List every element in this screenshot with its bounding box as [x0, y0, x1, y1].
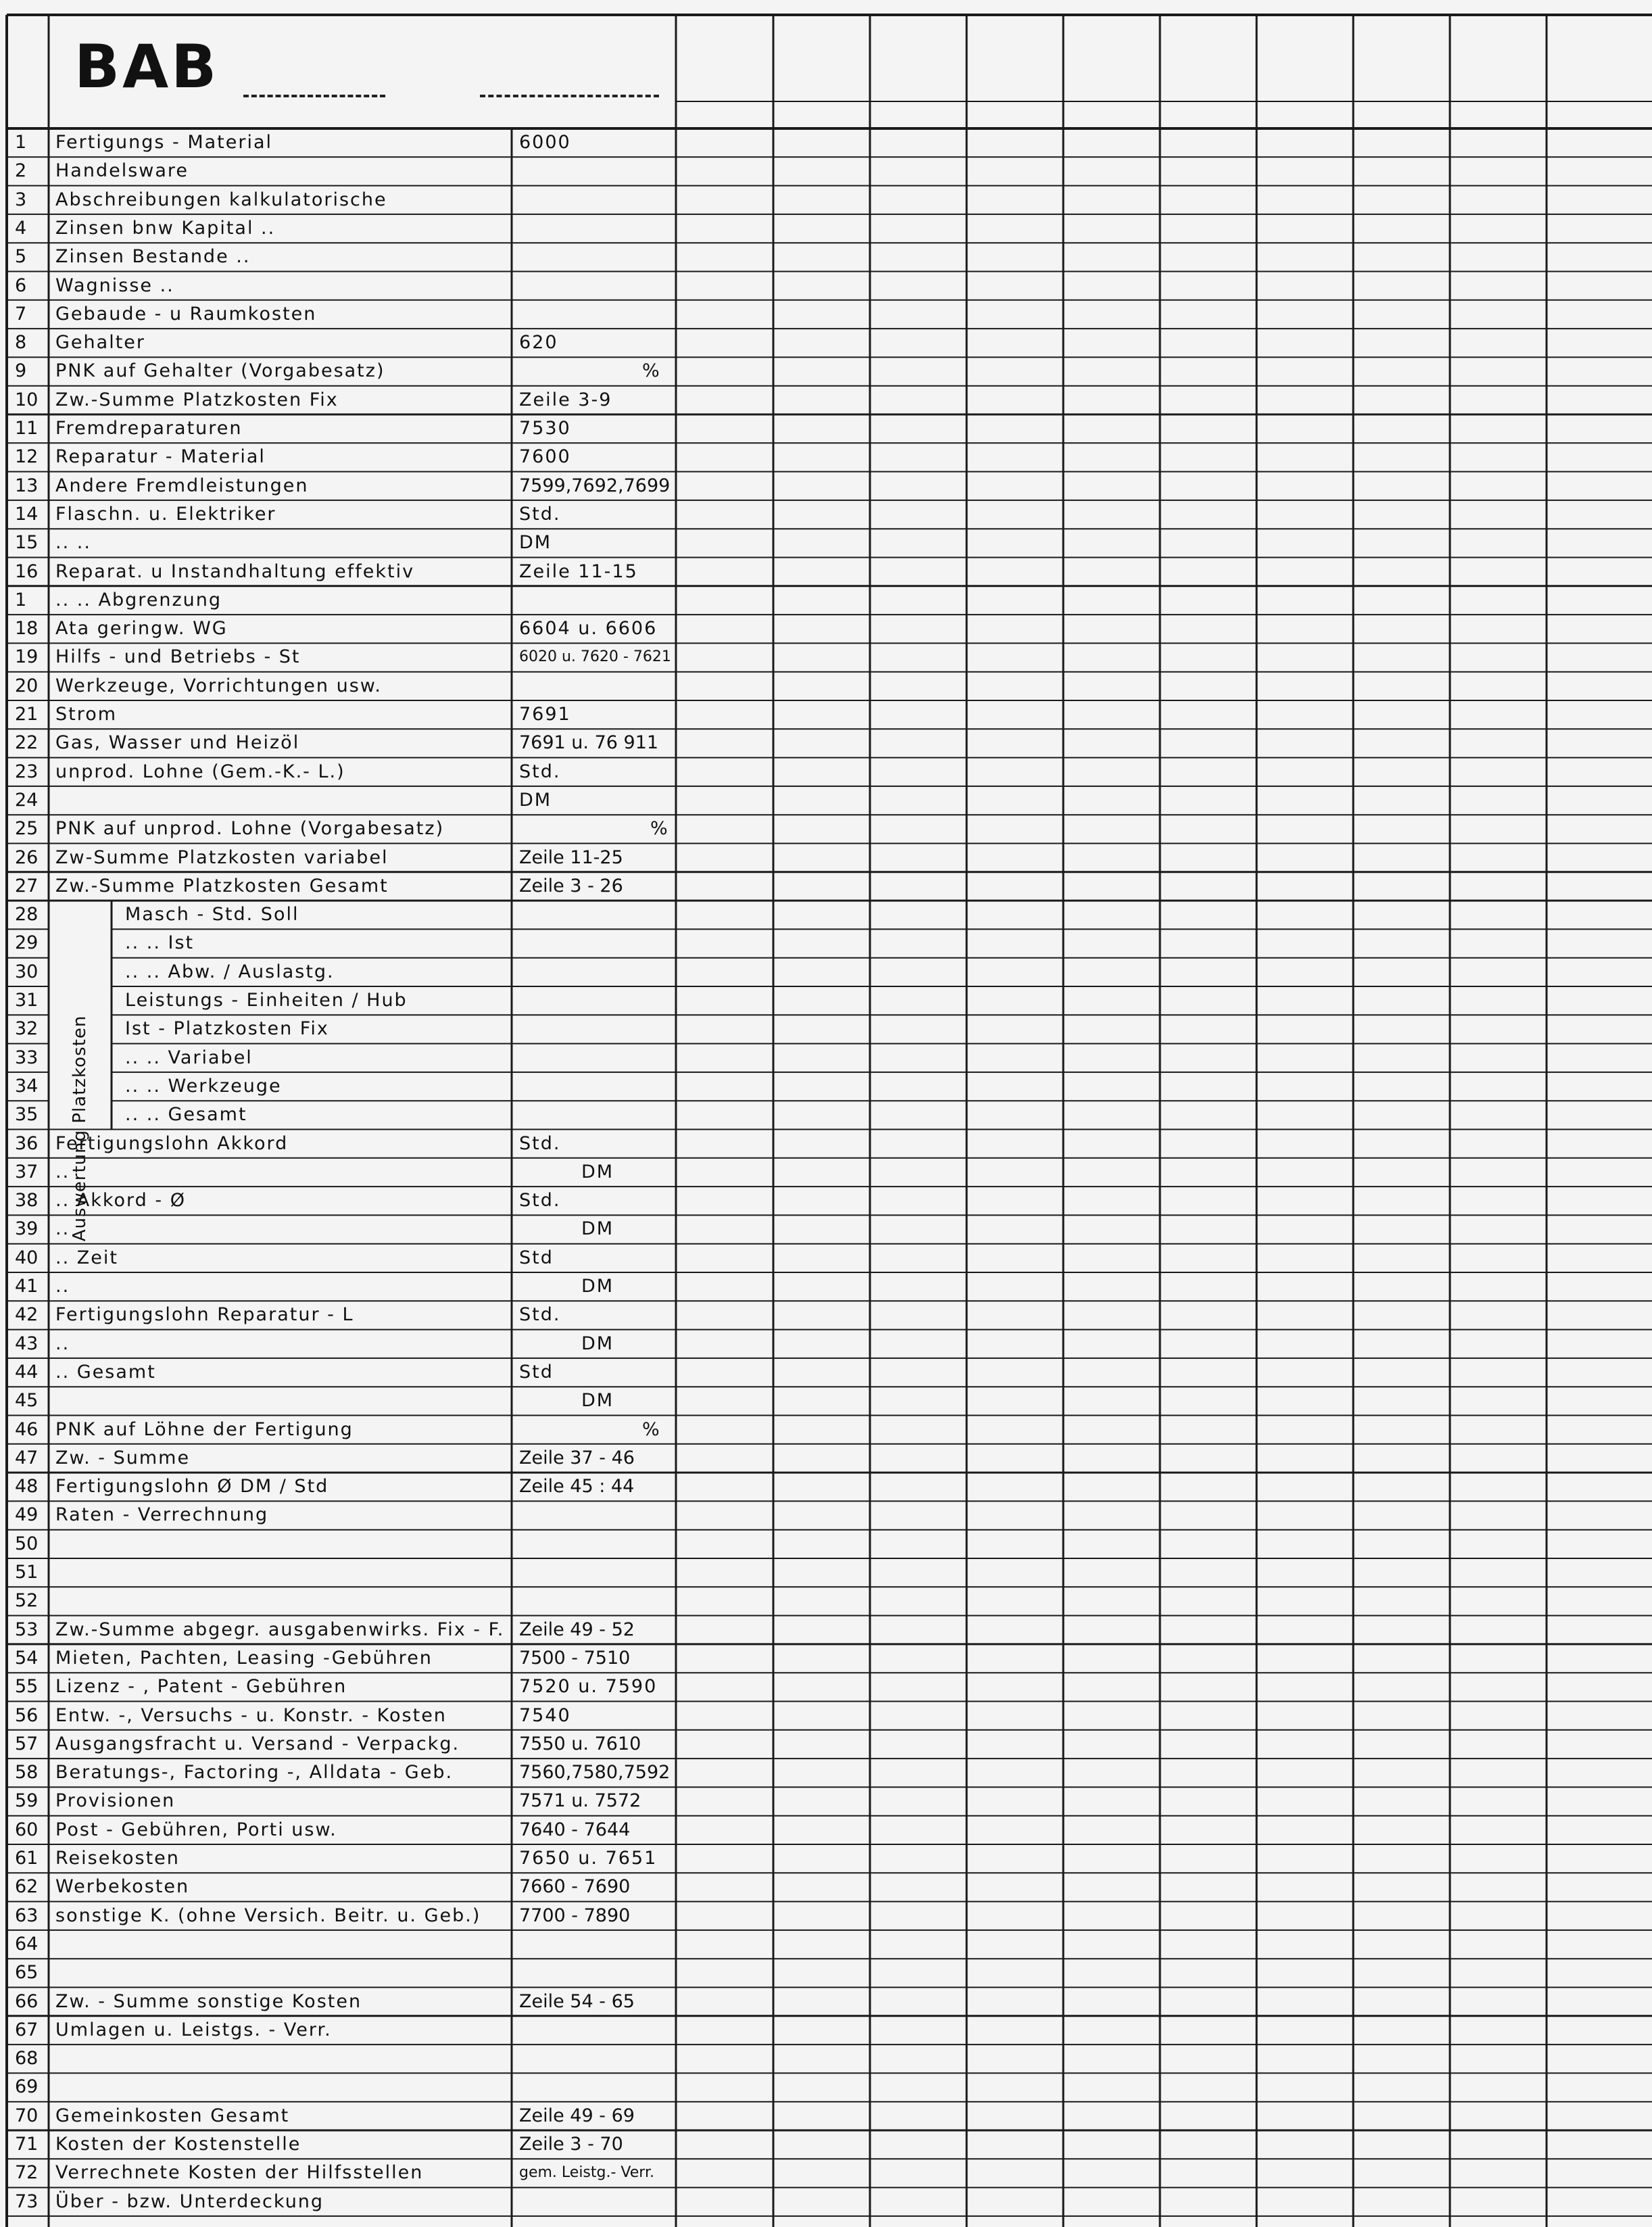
row-label: .. .. Abgrenzung: [55, 589, 222, 610]
row-label: .. .. Abw. / Auslastg.: [125, 961, 335, 982]
row-number: 2: [15, 160, 27, 182]
row-label: Zw.-Summe Platzkosten Gesamt: [55, 875, 389, 896]
table-row: [0, 443, 1652, 471]
row-account-reference: 7700 - 7890: [519, 1905, 631, 1926]
row-account-reference: 7520 u. 7590: [519, 1676, 658, 1698]
row-number: 18: [15, 618, 39, 640]
table-row: [0, 300, 1652, 329]
row-number: 56: [15, 1704, 39, 1726]
row-label: Werkzeuge, Vorrichtungen usw.: [55, 675, 382, 696]
row-number: 30: [15, 961, 39, 982]
row-label: Reisekosten: [55, 1848, 180, 1869]
row-account-reference: Std.: [519, 503, 561, 525]
row-label: ..: [55, 1333, 70, 1354]
table-row: [0, 2130, 1652, 2159]
row-number: 66: [15, 1990, 39, 2012]
row-label: .. .. Ist: [125, 932, 195, 954]
table-row: [0, 1187, 1652, 1215]
row-number: 52: [15, 1590, 39, 1612]
row-number: 7: [15, 303, 27, 325]
row-label: Andere Fremdleistungen: [55, 475, 309, 496]
row-number: 61: [15, 1848, 39, 1869]
row-number: 63: [15, 1905, 39, 1926]
row-number: 5: [15, 246, 27, 268]
table-row: [0, 1330, 1652, 1358]
table-row: [0, 1988, 1652, 2016]
row-label: sonstige K. (ohne Versich. Beitr. u. Geb.): [55, 1905, 481, 1926]
row-account-reference: 6020 u. 7620 - 7621: [519, 648, 671, 666]
table-row: [0, 1902, 1652, 1930]
row-label: Gemeinkosten Gesamt: [55, 2105, 290, 2126]
row-account-reference: DM: [519, 532, 552, 554]
row-label: Hilfs - und Betriebs - St: [55, 646, 301, 668]
row-number: 16: [15, 560, 39, 582]
row-label: .. .. Gesamt: [125, 1104, 247, 1126]
row-number: 24: [15, 789, 39, 811]
table-row: [0, 729, 1652, 757]
table-row: [0, 1301, 1652, 1329]
row-number: 59: [15, 1790, 39, 1812]
row-number: 49: [15, 1504, 39, 1526]
row-label: PNK auf unprod. Lohne (Vorgabesatz): [55, 818, 445, 840]
row-label: Strom: [55, 704, 118, 725]
row-number: 15: [15, 532, 39, 554]
table-row: [0, 2016, 1652, 2044]
row-label: .. .. Variabel: [125, 1047, 253, 1068]
table-row: [0, 872, 1652, 901]
row-account-reference: 7550 u. 7610: [519, 1733, 641, 1754]
row-number: 33: [15, 1047, 39, 1068]
table-row: [0, 1587, 1652, 1615]
row-account-reference: %: [642, 360, 661, 382]
row-label: Abschreibungen kalkulatorische: [55, 189, 387, 210]
row-label: PNK auf Gehalter (Vorgabesatz): [55, 360, 385, 382]
table-row: [0, 1158, 1652, 1187]
table-row: [0, 357, 1652, 385]
row-number: 23: [15, 761, 39, 782]
row-account-reference: Zeile 3-9: [519, 389, 612, 410]
table-row: [0, 1472, 1652, 1501]
row-number: 50: [15, 1533, 39, 1554]
row-label: Mieten, Pachten, Leasing -Gebühren: [55, 1647, 433, 1669]
table-row: [0, 1530, 1652, 1558]
row-number: 65: [15, 1962, 39, 1984]
row-account-reference: 620: [519, 332, 558, 354]
row-account-reference: Zeile 11-25: [519, 846, 623, 868]
row-account-reference: Std.: [519, 1304, 561, 1326]
table-row: [0, 500, 1652, 529]
table-row: [0, 700, 1652, 729]
row-label: Zw.-Summe abgegr. ausgabenwirks. Fix - F.: [55, 1619, 505, 1640]
row-label: Lizenz - , Patent - Gebühren: [55, 1676, 347, 1698]
row-label: Ausgangsfracht u. Versand - Verpackg.: [55, 1733, 460, 1754]
row-label: Zw. - Summe sonstige Kosten: [55, 1990, 362, 2012]
row-label: Zinsen Bestande ..: [55, 246, 251, 268]
row-label: Fremdreparaturen: [55, 418, 243, 439]
row-label: Ist - Platzkosten Fix: [125, 1018, 329, 1040]
table-row: [0, 1101, 1652, 1129]
table-row: [0, 1501, 1652, 1529]
row-number: 40: [15, 1247, 39, 1268]
row-label: Raten - Verrechnung: [55, 1504, 269, 1526]
row-number: 44: [15, 1361, 39, 1383]
row-account-reference: Std.: [519, 1190, 561, 1212]
row-account-reference: 6000: [519, 132, 571, 153]
row-label: unprod. Lohne (Gem.-K.- L.): [55, 761, 345, 782]
row-label: Verrechnete Kosten der Hilfsstellen: [55, 2162, 424, 2184]
row-account-reference: %: [650, 818, 669, 840]
table-row: [0, 1072, 1652, 1101]
row-account-reference: Std: [519, 1361, 554, 1383]
row-label: Flaschn. u. Elektriker: [55, 503, 276, 525]
table-row: [0, 1673, 1652, 1701]
row-number: 28: [15, 904, 39, 926]
row-number: 43: [15, 1333, 39, 1354]
row-account-reference: Zeile 49 - 52: [519, 1619, 635, 1640]
row-number: 53: [15, 1619, 39, 1640]
table-row: [0, 1444, 1652, 1472]
row-account-reference: DM: [581, 1276, 614, 1297]
row-label: .. Zeit: [55, 1247, 118, 1268]
table-row: [0, 1558, 1652, 1587]
row-account-reference: 7691: [519, 704, 571, 725]
row-account-reference: 7571 u. 7572: [519, 1790, 641, 1812]
row-number: 12: [15, 446, 39, 468]
row-label: .. Akkord - Ø: [55, 1190, 186, 1212]
row-label: .. Gesamt: [55, 1361, 156, 1383]
row-number: 55: [15, 1676, 39, 1698]
row-number: 29: [15, 932, 39, 954]
row-account-reference: Std.: [519, 761, 561, 782]
row-number: 6: [15, 274, 27, 296]
row-number: 22: [15, 732, 39, 754]
table-row: [0, 128, 1652, 157]
row-number: 60: [15, 1819, 39, 1840]
row-label: Fertigungs - Material: [55, 132, 273, 153]
table-row: [0, 2102, 1652, 2130]
table-row: [0, 1873, 1652, 1901]
row-label: PNK auf Löhne der Fertigung: [55, 1418, 354, 1440]
table-row: [0, 414, 1652, 443]
row-number: 19: [15, 646, 39, 668]
row-account-reference: Zeile 37 - 46: [519, 1447, 635, 1468]
row-number: 45: [15, 1390, 39, 1412]
row-account-reference: Zeile 3 - 70: [519, 2134, 623, 2155]
table-row: [0, 558, 1652, 586]
row-number: 11: [15, 418, 39, 439]
row-account-reference: %: [642, 1418, 661, 1440]
table-row: [0, 186, 1652, 214]
table-row: [0, 1215, 1652, 1243]
row-account-reference: Zeile 3 - 26: [519, 875, 623, 896]
row-number: 31: [15, 990, 39, 1011]
table-row: [0, 786, 1652, 815]
side-label-platzkosten: Auswertung Platzkosten: [70, 1015, 90, 1242]
row-account-reference: DM: [581, 1390, 614, 1412]
table-row: [0, 2044, 1652, 2073]
table-row: [0, 615, 1652, 643]
row-label: Fertigungslohn Ø DM / Std: [55, 1476, 329, 1498]
row-account-reference: 7691 u. 76 911: [519, 732, 659, 754]
table-row: [0, 214, 1652, 243]
row-label: Handelsware: [55, 160, 189, 182]
row-number: 8: [15, 332, 27, 354]
row-account-reference: Zeile 11-15: [519, 560, 638, 582]
row-number: 37: [15, 1161, 39, 1182]
row-number: 36: [15, 1132, 39, 1154]
table-row: [0, 1930, 1652, 1959]
row-account-reference: gem. Leistg.- Verr.: [519, 2164, 654, 2182]
row-label: Entw. -, Versuchs - u. Konstr. - Kosten: [55, 1704, 447, 1726]
row-label: Über - bzw. Unterdeckung: [55, 2190, 324, 2212]
table-row: [0, 758, 1652, 786]
table-row: [0, 529, 1652, 557]
row-number: 51: [15, 1562, 39, 1583]
row-number: 27: [15, 875, 39, 896]
title-blank-line: [243, 95, 385, 97]
table-row: [0, 329, 1652, 357]
row-number: 32: [15, 1018, 39, 1040]
row-label: Zw-Summe Platzkosten variabel: [55, 846, 389, 868]
table-row: [0, 2188, 1652, 2216]
row-account-reference: Std: [519, 1247, 554, 1268]
row-account-reference: 7660 - 7690: [519, 1876, 631, 1898]
table-row: [0, 1358, 1652, 1387]
table-row: [0, 1787, 1652, 1815]
row-label: .. .. Werkzeuge: [125, 1075, 282, 1097]
table-row: [0, 2159, 1652, 2187]
row-account-reference: 7540: [519, 1704, 571, 1726]
row-number: 67: [15, 2019, 39, 2040]
table-row: [0, 929, 1652, 957]
table-row: [0, 1044, 1652, 1072]
row-label: .. ..: [55, 532, 91, 554]
row-number: 3: [15, 189, 27, 210]
row-number: 13: [15, 475, 39, 496]
row-label: Gehalter: [55, 332, 145, 354]
row-number: 48: [15, 1476, 39, 1498]
row-number: 72: [15, 2162, 39, 2184]
table-row: [0, 986, 1652, 1015]
row-number: 71: [15, 2134, 39, 2155]
row-number: 21: [15, 704, 39, 725]
table-row: [0, 272, 1652, 300]
row-number: 20: [15, 675, 39, 696]
table-row: [0, 1959, 1652, 1987]
row-account-reference: Zeile 54 - 65: [519, 1990, 635, 2012]
row-account-reference: 7500 - 7510: [519, 1647, 631, 1669]
row-label: Zw. - Summe: [55, 1447, 191, 1468]
table-row: [0, 844, 1652, 872]
row-number: 4: [15, 217, 27, 239]
table-row: [0, 643, 1652, 671]
row-account-reference: 6604 u. 6606: [519, 618, 658, 640]
row-account-reference: 7600: [519, 446, 571, 468]
table-row: [0, 901, 1652, 929]
table-row: [0, 243, 1652, 271]
table-row: [0, 157, 1652, 185]
row-account-reference: 7560,7580,7592: [519, 1762, 671, 1783]
row-label: Beratungs-, Factoring -, Alldata - Geb.: [55, 1762, 454, 1783]
row-label: Kosten der Kostenstelle: [55, 2134, 301, 2155]
table-row: [0, 1644, 1652, 1673]
table-row: [0, 1816, 1652, 1844]
table-row: [0, 1616, 1652, 1644]
row-account-reference: 7530: [519, 418, 571, 439]
row-account-reference: DM: [581, 1333, 614, 1354]
row-label: Gebaude - u Raumkosten: [55, 303, 317, 325]
table-row: [0, 472, 1652, 500]
table-row: [0, 1702, 1652, 1730]
row-label: Post - Gebühren, Porti usw.: [55, 1819, 337, 1840]
row-label: Wagnisse ..: [55, 274, 174, 296]
row-number: 68: [15, 2048, 39, 2069]
table-row: [0, 1272, 1652, 1301]
row-number: 58: [15, 1762, 39, 1783]
row-number: 10: [15, 389, 39, 410]
row-account-reference: DM: [581, 1218, 614, 1240]
table-row: [0, 958, 1652, 986]
row-label: Reparatur - Material: [55, 446, 266, 468]
row-label: Zw.-Summe Platzkosten Fix: [55, 389, 339, 410]
table-row: [0, 1416, 1652, 1444]
row-account-reference: DM: [581, 1161, 614, 1182]
table-row: [0, 815, 1652, 843]
table-row: [0, 1758, 1652, 1787]
row-label: Fertigungslohn Reparatur - L: [55, 1304, 354, 1326]
row-number: 14: [15, 503, 39, 525]
row-account-reference: DM: [519, 789, 552, 811]
row-account-reference: 7640 - 7644: [519, 1819, 631, 1840]
row-number: 57: [15, 1733, 39, 1754]
row-number: 62: [15, 1876, 39, 1898]
row-account-reference: 7599,7692,7699: [519, 475, 671, 496]
row-number: 42: [15, 1304, 39, 1326]
row-number: 54: [15, 1647, 39, 1669]
row-label: Werbekosten: [55, 1876, 190, 1898]
row-account-reference: Std.: [519, 1132, 561, 1154]
row-label: Masch - Std. Soll: [125, 904, 299, 926]
row-number: 1: [15, 589, 27, 610]
table-row: [0, 1015, 1652, 1043]
row-label: Umlagen u. Leistgs. - Verr.: [55, 2019, 332, 2040]
table-row: [0, 1387, 1652, 1415]
row-label: Ata geringw. WG: [55, 618, 228, 640]
table-row: [0, 672, 1652, 700]
table-row: [0, 1844, 1652, 1873]
row-label: Reparat. u Instandhaltung effektiv: [55, 560, 415, 582]
row-number: 64: [15, 1933, 39, 1955]
row-number: 9: [15, 360, 27, 382]
form-title: BAB: [74, 32, 220, 101]
row-number: 46: [15, 1418, 39, 1440]
row-label: Provisionen: [55, 1790, 176, 1812]
row-number: 47: [15, 1447, 39, 1468]
row-number: 1: [15, 132, 27, 153]
table-row: [0, 1130, 1652, 1158]
row-number: 34: [15, 1075, 39, 1097]
row-label: Leistungs - Einheiten / Hub: [125, 990, 408, 1011]
row-number: 73: [15, 2190, 39, 2212]
row-account-reference: 7650 u. 7651: [519, 1848, 658, 1869]
row-number: 39: [15, 1218, 39, 1240]
table-row: [0, 586, 1652, 615]
row-account-reference: Zeile 45 : 44: [519, 1476, 635, 1498]
row-number: 25: [15, 818, 39, 840]
table-row: [0, 2073, 1652, 2101]
row-number: 41: [15, 1276, 39, 1297]
row-label: Gas, Wasser und Heizöl: [55, 732, 300, 754]
row-number: 35: [15, 1104, 39, 1126]
table-row: [0, 386, 1652, 414]
row-label: Fertigungslohn Akkord: [55, 1132, 289, 1154]
title-blank-line-2: [480, 95, 659, 97]
row-account-reference: Zeile 49 - 69: [519, 2105, 635, 2126]
row-label: Zinsen bnw Kapital ..: [55, 217, 276, 239]
row-number: 70: [15, 2105, 39, 2126]
row-number: 26: [15, 846, 39, 868]
table-row: [0, 1730, 1652, 1758]
row-number: 38: [15, 1190, 39, 1212]
row-number: 69: [15, 2076, 39, 2098]
row-label: ..: [55, 1161, 70, 1182]
row-label: ..: [55, 1276, 70, 1297]
table-row: [0, 1244, 1652, 1272]
row-label: ..: [55, 1218, 70, 1240]
